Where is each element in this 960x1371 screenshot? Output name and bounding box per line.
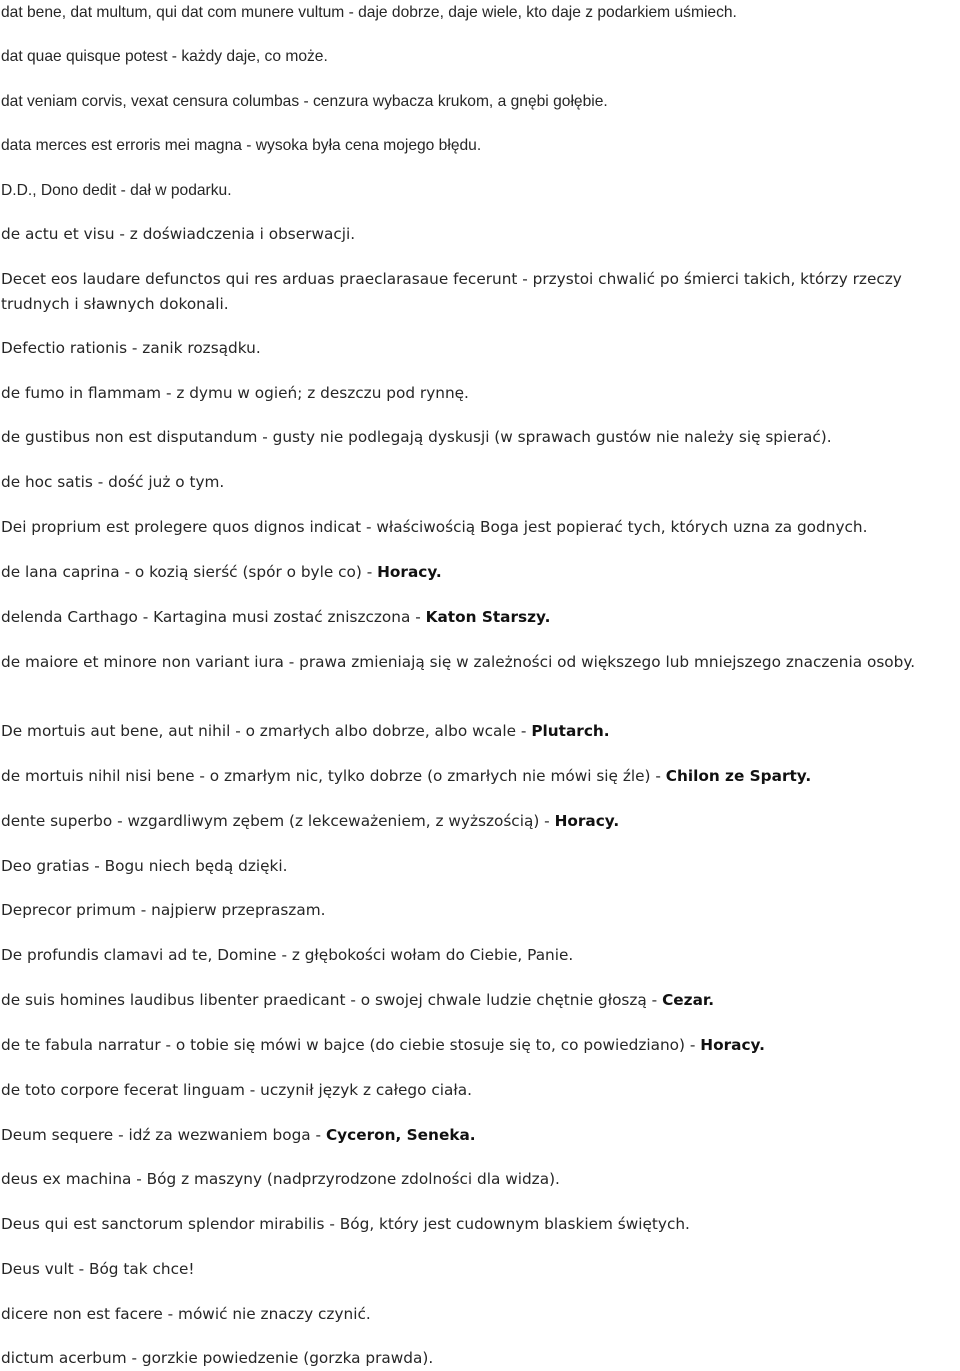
quote-author: Plutarch. — [531, 722, 610, 740]
quote-author: Horacy. — [700, 1036, 765, 1054]
quote-text: de gustibus non est disputandum - gusty nie podlegają dyskusji (w sprawach gustów nie należy się spierać). — [1, 428, 832, 446]
quote-author: Cezar. — [662, 991, 715, 1009]
quote-text: Deo gratias - Bogu niech będą dzięki. — [1, 857, 288, 875]
quote-entry — [1, 1123, 959, 1148]
quote-text: data merces est erroris mei magna - wysoka była cena mojego błędu. — [1, 137, 482, 154]
quote-text: de actu et visu - z doświadczenia i obserwacji. — [1, 225, 356, 243]
quote-entry — [1, 809, 959, 834]
quote-entry — [1, 1346, 959, 1371]
quote-text: De mortuis aut bene, aut nihil - o zmarłych albo dobrze, albo wcale - — [1, 722, 532, 740]
quote-text: de suis homines laudibus libenter praedicant - o swojej chwale ludzie chętnie głoszą - — [1, 991, 663, 1009]
quote-text: Defectio rationis - zanik rozsądku. — [1, 339, 261, 357]
quote-text: Dei proprium est prolegere quos dignos indicat - właściwością Boga jest popierać tych, których uzna za godnych. — [1, 518, 868, 536]
quote-text: de te fabula narratur - o tobie się mówi w bajce (do ciebie stosuje się to, co powiedziano) - — [1, 1036, 701, 1054]
quote-entry — [1, 44, 959, 69]
quote-entry — [1, 425, 959, 450]
quote-entry — [1, 650, 959, 675]
quote-text: D.D., Dono dedit - dał w podarku. — [1, 182, 232, 199]
quote-author: Chilon ze Sparty. — [665, 767, 812, 785]
quote-text: de toto corpore fecerat linguam - uczynił język z całego ciała. — [1, 1081, 472, 1099]
quote-text: de maiore et minore non variant iura - prawa zmieniają się w zależności od większego lub mniejszego znaczenia osoby. — [1, 653, 916, 671]
quote-entry — [1, 764, 959, 789]
quote-entry — [1, 1302, 959, 1327]
quote-text: de hoc satis - dość już o tym. — [1, 473, 225, 491]
quote-entry — [1, 898, 959, 923]
quote-text: De profundis clamavi ad te, Domine - z głębokości wołam do Ciebie, Panie. — [1, 946, 574, 964]
quote-text: de mortuis nihil nisi bene - o zmarłym nic, tylko dobrze (o zmarłych nie mówi się źle) - — [1, 767, 666, 785]
quote-text: Deprecor primum - najpierw przepraszam. — [1, 901, 326, 919]
quote-entry — [1, 943, 959, 968]
quote-entry — [1, 470, 959, 495]
quote-text: dat veniam corvis, vexat censura columbas - cenzura wybacza krukom, a gnębi gołębie. — [1, 93, 608, 110]
quote-entry — [1, 988, 959, 1013]
quote-text: Deum sequere - idź za wezwaniem boga - — [1, 1126, 326, 1144]
quote-entry — [1, 89, 959, 114]
quote-entry — [1, 381, 959, 406]
quote-entry — [1, 336, 959, 361]
quote-text: dictum acerbum - gorzkie powiedzenie (gorzka prawda). — [1, 1349, 434, 1367]
quote-text: delenda Carthago - Kartagina musi zostać zniszczona - — [1, 608, 426, 626]
quote-author: Cyceron, Seneka. — [325, 1126, 476, 1144]
quote-entry — [1, 1257, 959, 1282]
quote-entry — [1, 515, 959, 540]
quote-text: Deus vult - Bóg tak chce! — [1, 1260, 195, 1278]
quote-entry — [1, 854, 959, 879]
quote-entry — [1, 222, 959, 247]
quote-author: Horacy. — [554, 812, 620, 830]
quote-entry — [1, 267, 959, 317]
quote-entry — [1, 1167, 959, 1192]
quote-text: Decet eos laudare defunctos qui res arduas praeclarasaue fecerunt - przystoi chwalić po śmierci takich, którzy rzeczy trudnych i sławnych dokonali. — [1, 270, 902, 313]
quote-entry — [1, 719, 959, 744]
quote-text: dat bene, dat multum, qui dat com munere vultum - daje dobrze, daje wiele, kto daje z podarkiem uśmiech. — [1, 4, 737, 21]
quote-text: deus ex machina - Bóg z maszyny (nadprzyrodzone zdolności dla widza). — [1, 1170, 560, 1188]
quote-entry — [1, 133, 959, 158]
quote-entry — [1, 0, 959, 25]
quote-entry — [1, 178, 959, 203]
quote-entry — [1, 1078, 959, 1103]
quote-entry — [1, 1033, 959, 1058]
quote-entry — [1, 605, 959, 630]
quote-text: de fumo in flammam - z dymu w ogień; z deszczu pod rynnę. — [1, 384, 469, 402]
quote-text: dat quae quisque potest - każdy daje, co może. — [1, 48, 328, 65]
quote-text: de lana caprina - o kozią sierść (spór o byle co) - — [1, 563, 378, 581]
quote-text: dente superbo - wzgardliwym zębem (z lekceważeniem, z wyższością) - — [1, 812, 555, 830]
quote-text: Deus qui est sanctorum splendor mirabilis - Bóg, który jest cudownym blaskiem świętych. — [1, 1215, 690, 1233]
quote-entry — [1, 1212, 959, 1237]
quote-author: Katon Starszy. — [425, 608, 551, 626]
quote-text: dicere non est facere - mówić nie znaczy czynić. — [1, 1305, 371, 1323]
quote-entry — [1, 560, 959, 585]
quote-author: Horacy. — [377, 563, 442, 581]
